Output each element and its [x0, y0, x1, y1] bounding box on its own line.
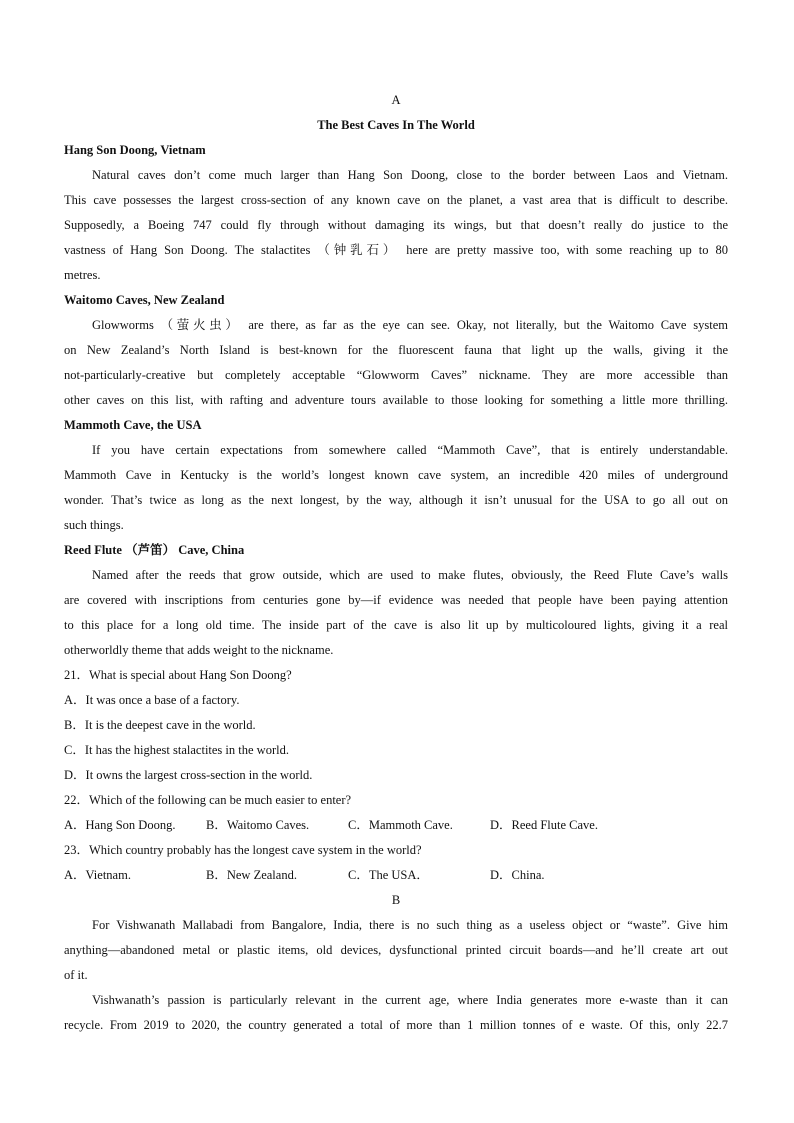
cave-heading: Mammoth Cave, the USA [64, 418, 202, 432]
text-line: other caves on this list, with rafting and adventure tours available to those looking for something a little more thrilling. [64, 393, 728, 407]
text-line: Vishwanath’s passion is particularly relevant in the current age, where India generates more e-waste than it can [92, 993, 728, 1007]
text-line: metres. [64, 268, 101, 282]
section-a-label: A [391, 93, 401, 107]
question-stem: 22．Which of the following can be much easier to enter? [64, 793, 352, 807]
text-line: to this place for a long old time. The inside part of the cave is also lit up by multicoloured lights, giving it a real [64, 618, 728, 632]
question-stem: 21．What is special about Hang Son Doong? [64, 668, 292, 682]
text-line: Named after the reeds that grow outside, which are used to make flutes, obviously, the Reed Flute Cave’s walls [92, 568, 728, 582]
answer-option: B．New Zealand. [206, 868, 297, 882]
text-line: recycle. From 2019 to 2020, the country generated a total of more than 1 million tonnes of e waste. Of this, only 22.7 [64, 1018, 728, 1032]
answer-option: D．Reed Flute Cave. [490, 818, 598, 832]
text-line: Glowworms （萤火虫） are there, as far as the eye can see. Okay, not literally, but the Waitomo Cave system [92, 318, 728, 332]
cave-heading: Hang Son Doong, Vietnam [64, 143, 206, 157]
cave-heading: Reed Flute （芦笛） Cave, China [64, 543, 245, 557]
options-row [64, 863, 728, 888]
text-line: Mammoth Cave in Kentucky is the world’s longest known cave system, an incredible 420 miles of underground [64, 468, 728, 482]
text-line: For Vishwanath Mallabadi from Bangalore, India, there is no such thing as a useless object or “waste”. Give him [92, 918, 728, 932]
text-line: otherworldly theme that adds weight to the nickname. [64, 643, 334, 657]
answer-option: C．It has the highest stalactites in the world. [64, 743, 289, 757]
text-line: This cave possesses the largest cross-section of any known cave on the planet, a vast area that is difficult to describe. [64, 193, 728, 207]
answer-option: A．It was once a base of a factory. [64, 693, 240, 707]
text-line: vastness of Hang Son Doong. The stalactites （钟乳石） here are pretty massive too, with some reaching up to 80 [64, 243, 728, 257]
answer-option: D．It owns the largest cross-section in the world. [64, 768, 313, 782]
text-line: not-particularly-creative but completely acceptable “Glowworm Caves” nickname. They are more accessible than [64, 368, 728, 382]
answer-option: A．Hang Son Doong. [64, 818, 176, 832]
answer-option: B．It is the deepest cave in the world. [64, 718, 256, 732]
answer-option: D．China. [490, 868, 545, 882]
text-line: If you have certain expectations from somewhere called “Mammoth Cave”, that is entirely understandable. [92, 443, 728, 457]
text-line: wonder. That’s twice as long as the next longest, by the way, although it isn’t unusual for the USA to go all out on [64, 493, 728, 507]
answer-option: A．Vietnam. [64, 868, 131, 882]
text-line: such things. [64, 518, 124, 532]
answer-option: C．Mammoth Cave. [348, 818, 453, 832]
text-line: are covered with inscriptions from centuries gone by—if evidence was needed that people have been paying attention [64, 593, 728, 607]
text-line: anything—abandoned metal or plastic items, old devices, dysfunctional printed circuit boards—and he’ll create art out [64, 943, 728, 957]
exam-page [64, 88, 728, 1038]
text-line: Supposedly, a Boeing 747 could fly through without damaging its wings, but that doesn’t really do justice to the [64, 218, 728, 232]
answer-option: B．Waitomo Caves. [206, 818, 310, 832]
cave-heading: Waitomo Caves, New Zealand [64, 293, 225, 307]
section-b-label: B [391, 893, 401, 907]
text-line: Natural caves don’t come much larger than Hang Son Doong, close to the border between Laos and Vietnam. [92, 168, 728, 182]
passage-title: The Best Caves In The World [317, 118, 475, 132]
answer-option: C．The USA． [348, 868, 429, 882]
text-line: of it. [64, 968, 88, 982]
text-line: on New Zealand’s North Island is best-known for the fluorescent fauna that light up the walls, giving it the [64, 343, 728, 357]
question-stem: 23．Which country probably has the longest cave system in the world? [64, 843, 422, 857]
options-row [64, 813, 728, 838]
